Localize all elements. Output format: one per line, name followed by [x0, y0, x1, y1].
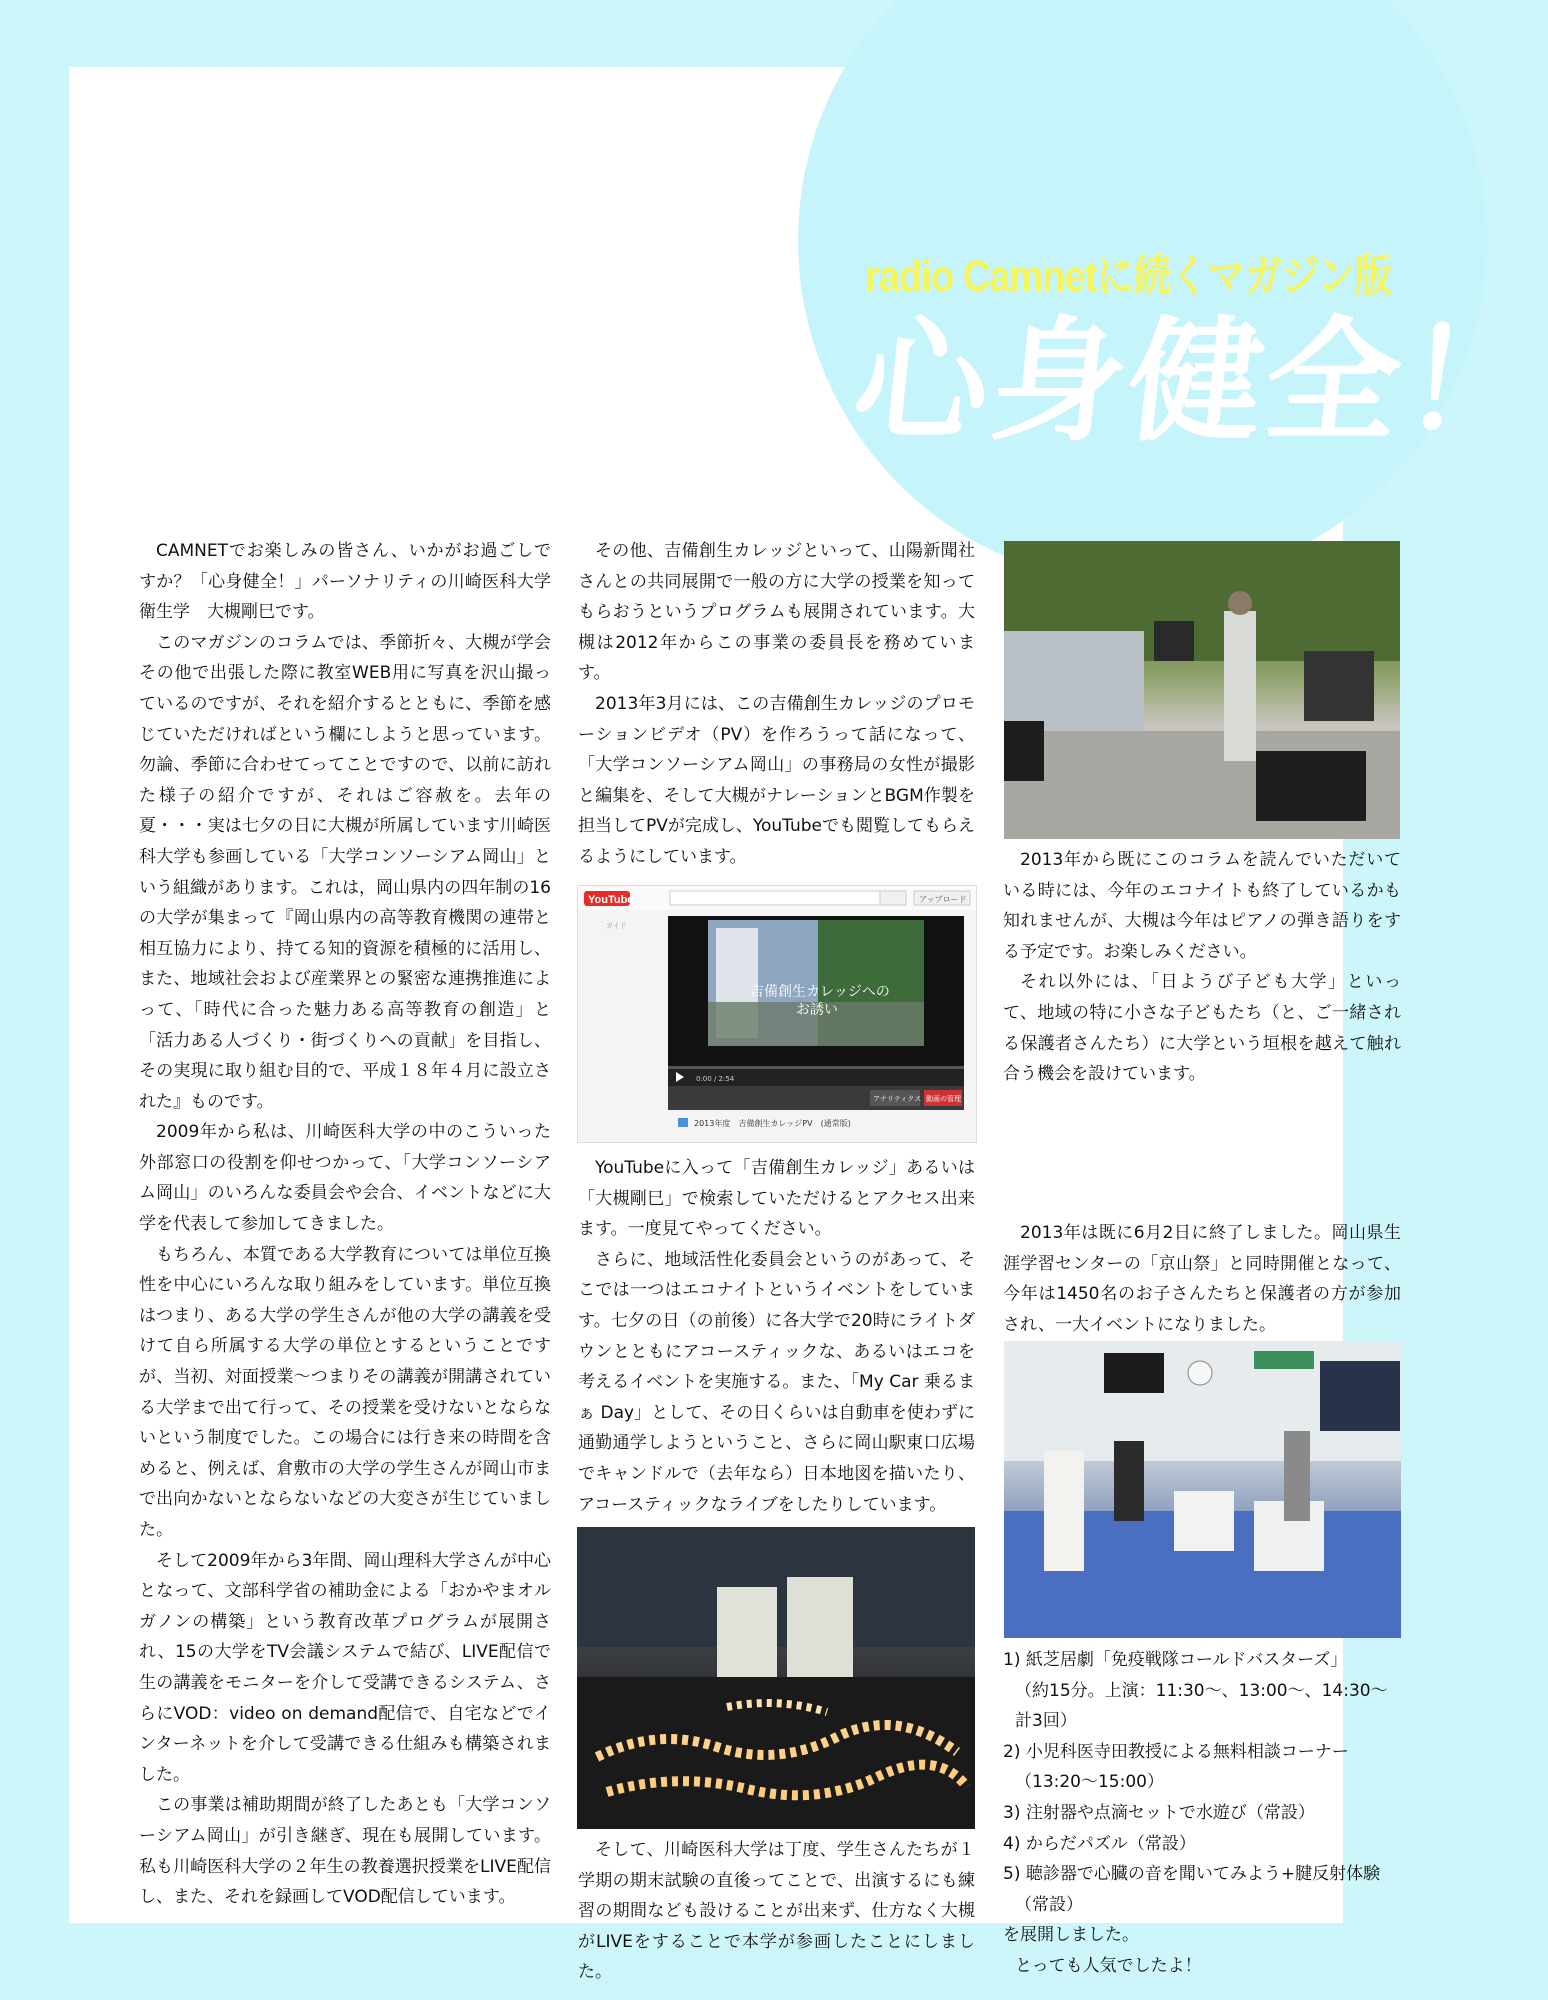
column-2: [578, 536, 975, 873]
paragraph: YouTubeに入って「吉備創生カレッジ」あるいは「大槻剛巳」で検索していただけるとアクセス出来ます。一度見てやってください。: [578, 1158, 975, 1240]
paragraph: そして2009年から3年間、岡山理科大学さんが中心となって、文部科学省の補助金による「おかやまオルガノンの構築」という教育改革プログラムが展開され、15の大学をTV会議システムで結び、LIVE配信で生の講義をモニターを介して受講できるシステム、さらにVOD：video on demand配信で、自宅などでインターネットを介して受講できる仕組みも構築されました。: [139, 1550, 551, 1785]
list-item: 1) 紙芝居劇「免疫戦隊コールドバスターズ」: [1003, 1650, 1348, 1670]
events-list: [1003, 1645, 1401, 1982]
person: [1114, 1441, 1144, 1521]
paragraph: 2013年は既に6月2日に終了しました。岡山県生涯学習センターの「京山祭」と同時開催となって、今年は1450名のお子さんたちと保護者の方が参加され、一大イベントになりました。: [1003, 1223, 1401, 1335]
column-3: [1003, 845, 1401, 1090]
list-item: （約15分。上演：11:30～、13:00～、14:30～計3回）: [1015, 1680, 1388, 1732]
live-performance-graphic: [1004, 541, 1400, 839]
paragraph: その他、吉備創生カレッジといって、山陽新聞社さんとの共同展開で一般の方に大学の授業を知ってもらおうというプログラムも展開されています。大槻は2012年からこの事業の委員長を務めています。: [578, 541, 975, 684]
music-stand: [1154, 621, 1194, 661]
video-title-line2: お誘い: [796, 1002, 838, 1018]
yt-logo-text: YouTube: [588, 894, 634, 906]
poster: [1320, 1361, 1400, 1431]
video-time: 0:00 / 2:54: [696, 1075, 735, 1083]
search-icon: [880, 891, 906, 905]
paragraph: CAMNETでお楽しみの皆さん、いかがお過ごしですか？「心身健全！」パーソナリティの川崎医科大学 衛生学 大槻剛巳です。: [139, 541, 568, 623]
column-1: [139, 536, 568, 1913]
performer-head: [1228, 591, 1252, 615]
video-title-line1: 吉備創生カレッジへの: [750, 984, 890, 1000]
paragraph: そして、川崎医科大学は丁度、学生さんたちが１学期の期末試験の直後ってことで、出演するにも練習の期間なども設けることが出来ず、仕方なく大槻がLIVEをすることで本学が参画したことにしました。: [578, 1840, 975, 1983]
yt-search-box: [670, 891, 880, 905]
paragraph: もちろん、本質である大学教育については単位互換性を中心にいろんな取り組みをしています。単位互換はつまり、ある大学の学生さんが他の大学の講義を受けて自ら所属する大学の単位とするということですが、当初、対面授業～つまりその講義が開講されている大学まで出て行って、その授業を受けないとならないという制度でした。この場合には行き来の時間を含めると、例えば、倉敷市の大学の学生さんが岡山市まで出向かないとならないなどの大変さが生じていました。: [139, 1244, 551, 1540]
paragraph: 2013年3月には、この吉備創生カレッジのプロモーションビデオ（PV）を作ろうって話になって、「大学コンソーシアム岡山」の事務局の女性が撮影と編集を、そして大槻がナレーションとBGM作製を担当してPVが完成し、YouTubeでも閲覧してもらえるようにしています。: [578, 693, 976, 867]
candle-night-photo: [577, 1527, 975, 1829]
paragraph: 2013年から既にこのコラムを読んでいただいている時には、今年のエコナイトも終了しているかも知れませんが、大槻は今年はピアノの弾き語りをする予定です。お楽しみください。: [1003, 850, 1401, 962]
plaza-ground: [577, 1677, 975, 1829]
list-item: 5) 聴診器で心臓の音を聞いてみよう+腱反射体験: [1003, 1864, 1381, 1885]
youtube-screenshot: [577, 885, 977, 1143]
header-subtitle: radio Camnetに続くマガジン版: [865, 252, 1392, 301]
sign: [1254, 1351, 1314, 1369]
paragraph: この事業は補助期間が終了したあとも「大学コンソーシアム岡山」が引き継ぎ、現在も展開しています。私も川崎医科大学の２年生の教養選択授業をLIVE配信し、また、それを録画してVOD配信しています。: [139, 1795, 551, 1908]
manage-label: 動画の管理: [926, 1095, 961, 1103]
closing-line: とっても人気でしたよ！: [1015, 1955, 1202, 1976]
person: [1284, 1431, 1310, 1521]
guide-label: ガイド: [606, 922, 627, 930]
header-title: 心身健全！: [846, 304, 1548, 460]
youtube-screenshot-graphic: [578, 886, 976, 1142]
column-2b: [578, 1153, 975, 1520]
column-2c: [578, 1835, 975, 1988]
live-performance-photo: [1004, 541, 1400, 839]
paragraph: それ以外には、「日ようび子ども大学」といって、地域の特に小さな子どもたち（と、ご一緒される保護者さんたち）に大学という垣根を越えて触れ合う機会を設けています。: [1003, 972, 1401, 1085]
list-item: （常設）: [1015, 1894, 1083, 1915]
kids-event-photo: [1004, 1341, 1401, 1638]
person: [1044, 1451, 1084, 1571]
tv-monitor: [1104, 1353, 1164, 1393]
candle-night-graphic: [577, 1527, 975, 1829]
list-item: （13:20～15:00）: [1015, 1772, 1164, 1793]
video-icon: [678, 1118, 688, 1127]
analytics-label: アナリティクス: [873, 1095, 922, 1103]
list-item: 2) 小児科医寺田教授による無料相談コーナー: [1003, 1741, 1349, 1762]
progress-track: [668, 1066, 964, 1069]
magazine-page: [69, 67, 1548, 1983]
paragraph: このマガジンのコラムでは、季節折々、大槻が学会その他で出張した際に教室WEB用に写真を沢山撮っているのですが、それを紹介するとともに、季節を感じていただければという欄にしようと思っています。勿論、季節に合わせてってことですので、以前に訪れた様子の紹介ですが、それはご容赦を。去年の夏・・・実は七夕の日に大槻が所属しています川崎医科大学も参画している「大学コンソーシアム岡山」という組織があります。これは，岡山県内の四年制の16の大学が集まって『岡山県内の高等教育機関の連帯と相互協力により、持てる知的資源を積極的に活用し、また、地域社会および産業界との緊密な連携推進によって、「時代に合った魅力ある高等教育の創造」と「活力ある人づくり・街づくりへの貢献」を目指し、その実現に取り組む目的で、平成１８年４月に設立された』ものです。: [139, 632, 551, 1112]
building: [1004, 631, 1144, 731]
person: [1174, 1491, 1234, 1551]
list-item: 3) 注射器や点滴セットで水遊び（常設）: [1003, 1802, 1315, 1823]
list-item: 4) からだパズル（常設）: [1003, 1833, 1196, 1854]
speaker: [1256, 751, 1366, 821]
upload-label: アップロード: [919, 895, 967, 904]
closing-line: を展開しました。: [1003, 1925, 1139, 1946]
clock-icon: [1188, 1361, 1212, 1385]
paragraph: さらに、地域活性化委員会というのがあって、そこでは一つはエコナイトというイベントをしています。七夕の日（の前後）に各大学で20時にライトダウンとともにアコースティックな、あるいはエコを考えるイベントを実施する。また、「My Car 乗るまぁ Day」として、その日くらいは自動車を使わずに通勤通学しようということ、さらに岡山駅東口広場でキャンドルで（去年なら）日本地図を描いたり、アコースティックなライブをしたりしています。: [578, 1249, 975, 1515]
video-caption: 2013年度 吉備創生カレッジPV (通常版): [694, 1119, 851, 1128]
kids-event-graphic: [1004, 1341, 1401, 1638]
speaker: [1004, 721, 1044, 781]
lit-panel: [717, 1587, 777, 1677]
performer: [1224, 611, 1256, 761]
equipment: [1304, 651, 1374, 721]
lit-panel: [787, 1577, 853, 1677]
paragraph: 2009年から私は、川崎医科大学の中のこういった外部窓口の役割を仰せつかって、「大学コンソーシアム岡山」のいろんな委員会や会合、イベントなどに大学を代表して参加してきました。: [139, 1122, 551, 1235]
